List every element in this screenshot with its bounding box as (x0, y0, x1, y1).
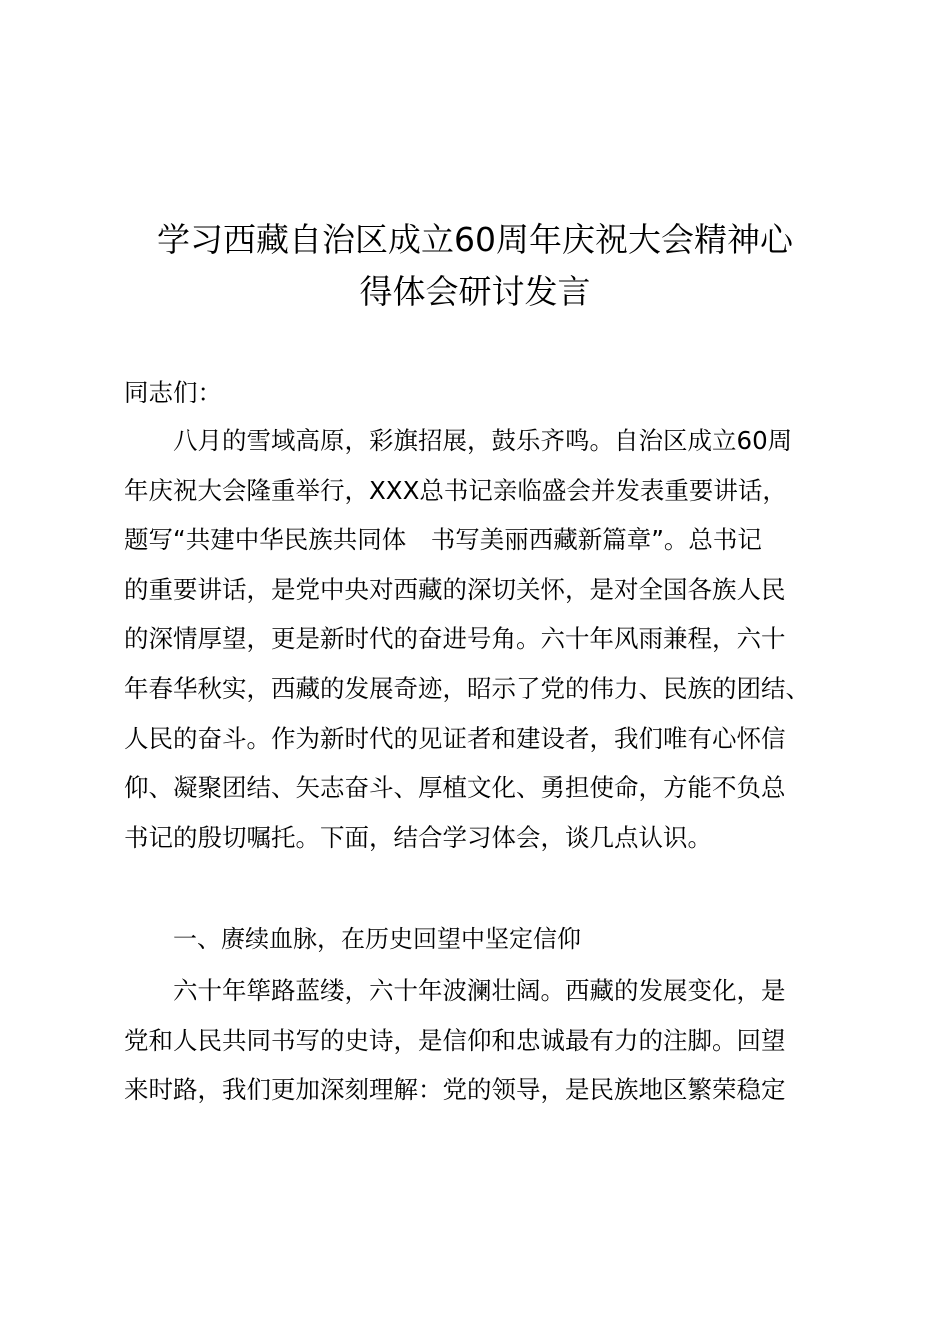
paragraph-line: 仰、凝聚团结、矢志奋斗、厚植文化、勇担使命，方能不负总 (124, 773, 786, 803)
document-title (100, 214, 850, 318)
title-line-2: 得体会研讨发言 (359, 272, 591, 311)
paragraph-section-1 (124, 966, 824, 1115)
paragraph-line: 的深情厚望，更是新时代的奋进号角。六十年风雨兼程，六十 (124, 624, 786, 654)
paragraph-line: 题写“共建中华民族共同体 书写美丽西藏新篇章”。总书记 (124, 525, 762, 555)
paragraph-line: 年春华秋实，西藏的发展奇迹，昭示了党的伟力、民族的团结、 (124, 673, 810, 703)
paragraph-line: 书记的殷切嘱托。下面，结合学习体会，谈几点认识。 (124, 822, 712, 852)
paragraph-line: 六十年筚路蓝缕，六十年波澜壮阔。西藏的发展变化，是 (173, 976, 786, 1005)
paragraph-intro (124, 416, 824, 862)
paragraph-line: 人民的奋斗。作为新时代的见证者和建设者，我们唯有心怀信 (124, 723, 786, 753)
paragraph-line: 八月的雪域高原，彩旗招展，鼓乐齐鸣。自治区成立60周 (173, 426, 793, 455)
paragraph-line: 来时路，我们更加深刻理解：党的领导，是民族地区繁荣稳定 (124, 1075, 786, 1105)
title-line-1: 学习西藏自治区成立60周年庆祝大会精神心 (157, 220, 793, 259)
paragraph-line: 的重要讲话，是党中央对西藏的深切关怀，是对全国各族人民 (124, 574, 786, 604)
salutation: 同志们： (124, 378, 222, 407)
paragraph-line: 年庆祝大会隆重举行，XXX总书记亲临盛会并发表重要讲话， (124, 475, 787, 505)
section-heading-1: 一、赓续血脉，在历史回望中坚定信仰 (173, 925, 581, 953)
paragraph-line: 党和人民共同书写的史诗，是信仰和忠诚最有力的注脚。回望 (124, 1025, 786, 1055)
